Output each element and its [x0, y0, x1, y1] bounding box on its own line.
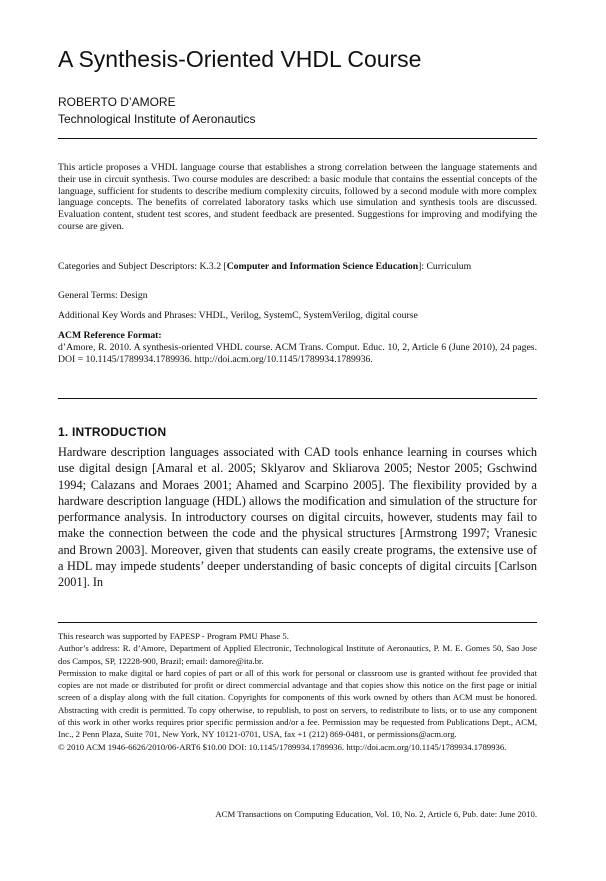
intro-paragraph: Hardware description languages associated with CAD tools enhance learning in courses which use digital design [Amaral et al. 2005; Sklyarov and Skliarova 2005; Nestor 2005; Gschwind 1994; Calazans and Moraes 2001; Ahamed and Scarpino 2005]. The flexibility provided by a hardware description language (HDL) allows the modification and simulation of the structure for performance analysis. In introductory courses on digital circuits, however, students may fail to make the connection between the code and the physical structures [Armstrong 1997; Vranesic and Brown 2003]. Moreover, given that students can easily create programs, the extensive use of a HDL may impede students’ deeper understanding of basic concepts of digital circuits [Carlson 2001]. In — [58, 445, 537, 590]
footnote-block — [58, 630, 537, 753]
running-footer: ACM Transactions on Computing Education, Vol. 10, No. 2, Article 6, Pub. date: June 2010. — [215, 809, 537, 819]
paper-title: A Synthesis-Oriented VHDL Course — [58, 46, 422, 72]
abstract-bottom-rule — [58, 398, 537, 399]
footnote-rule — [58, 622, 537, 623]
categories-descriptors — [58, 261, 537, 273]
author-affiliation: Technological Institute of Aeronautics — [58, 112, 256, 126]
author-name: ROBERTO D’AMORE — [58, 95, 176, 109]
categories-prefix: Categories and Subject Descriptors: K.3.2 [ — [58, 261, 227, 272]
abstract: This article proposes a VHDL language course that establishes a strong correlation between the language statements and their use in circuit synthesis. Two course modules are described: a basic module that contains the essential concepts of the language, sufficient for students to describe medium complexity circuits, followed by a second module with more complex language concepts. The benefits of correlated laboratory tasks which use simulation and synthesis tools are discussed. Evaluation content, student test scores, and student feedback are presented. Suggestions for improving and modifying the course are given. — [58, 162, 537, 232]
categories-bold: Computer and Information Science Education — [226, 261, 419, 272]
footnote-address: Author’s address: R. d’Amore, Department of Applied Electronic, Technological Institute of Aeronautics, P. M. E. Gomes 50, Sao Jose dos Campos, SP, 12228-900, Brazil; email: damore@ita.br. — [58, 643, 537, 666]
acm-reference-heading: ACM Reference Format: — [58, 330, 162, 341]
general-terms: General Terms: Design — [58, 290, 148, 301]
footnote-permission: Permission to make digital or hard copies of part or all of this work for personal or classroom use is granted without fee provided that copies are not made or distributed for profit or direct commercial advantage and that copies show this notice on the first page or initial screen of a display along with the full citation. Copyrights for components of this work owned by others than ACM must be honored. Abstracting with credit is permitted. To copy otherwise, to republish, to post on servers, to redistribute to lists, or to use any component of this work in other works requires prior specific permission and/or a fee. Permission may be requested from Publications Dept., ACM, Inc., 2 Penn Plaza, Suite 701, New York, NY 10121-0701, USA, fax +1 (212) 869-0481, or permissions@acm.org. — [58, 667, 537, 740]
acm-reference-text: d’Amore, R. 2010. A synthesis-oriented VHDL course. ACM Trans. Comput. Educ. 10, 2, Article 6 (June 2010), 24 pages. DOI = 10.1145/1789934.1789936. http://doi.acm.org/10.1145/1789934.1789936. — [58, 342, 537, 365]
keywords: Additional Key Words and Phrases: VHDL, Verilog, SystemC, SystemVerilog, digital course — [58, 310, 418, 321]
categories-suffix: ]: Curriculum — [418, 261, 472, 272]
section-heading: 1. INTRODUCTION — [58, 425, 167, 439]
footnote-copyright: © 2010 ACM 1946-6626/2010/06-ART6 $10.00 DOI: 10.1145/1789934.1789936. http://doi.acm.org/10.1145/1789934.1789936. — [58, 741, 507, 752]
footnote-support: This research was supported by FAPESP - Program PMU Phase 5. — [58, 631, 289, 641]
header-rule — [58, 138, 537, 139]
